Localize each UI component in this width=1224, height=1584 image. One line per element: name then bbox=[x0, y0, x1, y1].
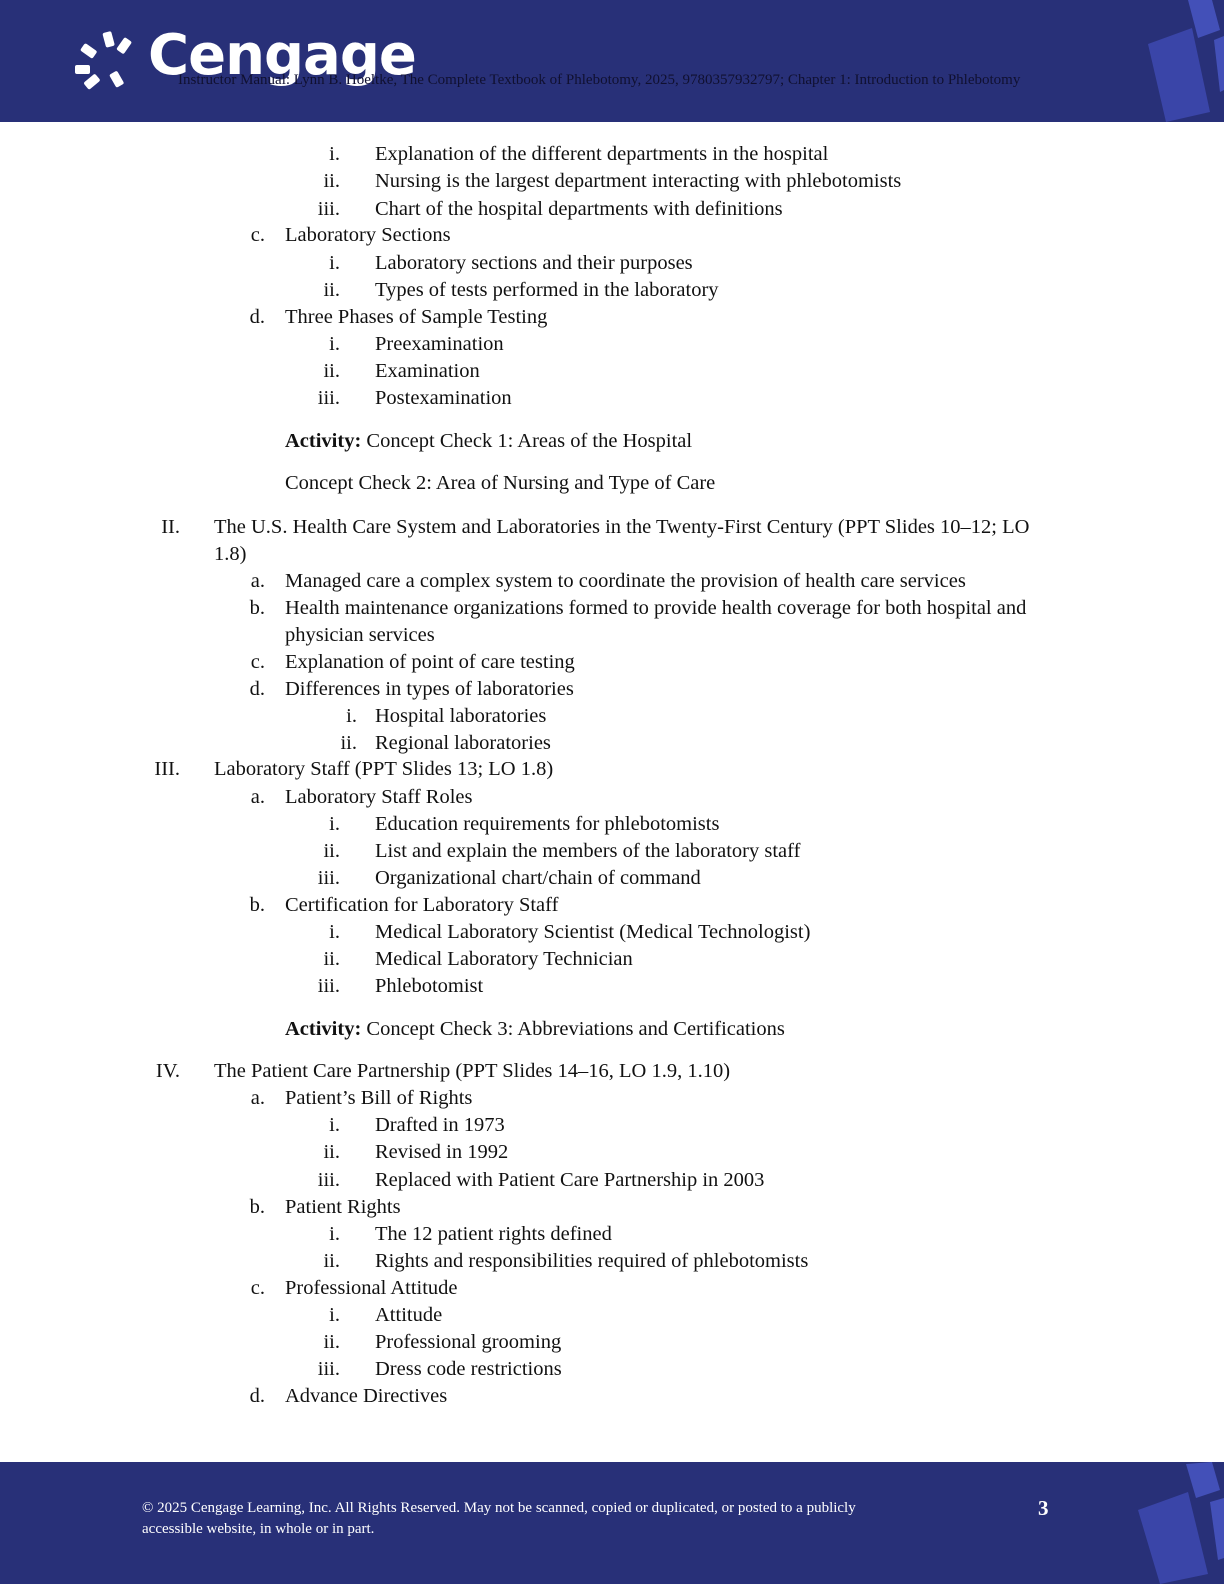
activity-line bbox=[285, 1016, 785, 1043]
list-marker: ii. bbox=[323, 360, 340, 382]
outline-subheading: Differences in types of laboratories bbox=[285, 678, 574, 700]
list-item: Revised in 1992 bbox=[375, 1141, 509, 1163]
list-marker: ii. bbox=[323, 1250, 340, 1272]
list-marker: ii. bbox=[323, 948, 340, 970]
list-marker: i. bbox=[329, 252, 340, 274]
list-marker: iii. bbox=[317, 198, 340, 220]
list-item: Nursing is the largest department interacting with phlebotomists bbox=[375, 170, 902, 192]
list-item: Laboratory sections and their purposes bbox=[375, 252, 693, 274]
list-marker: i. bbox=[329, 143, 340, 165]
list-item: Examination bbox=[375, 360, 480, 382]
list-marker: i. bbox=[346, 705, 357, 727]
list-item: Regional laboratories bbox=[375, 732, 551, 754]
outline-subheading: Laboratory Sections bbox=[285, 224, 451, 246]
list-marker: i. bbox=[329, 1304, 340, 1326]
list-item: The 12 patient rights defined bbox=[375, 1223, 612, 1245]
list-marker: iii. bbox=[317, 1169, 340, 1191]
list-marker: ii. bbox=[323, 279, 340, 301]
list-marker: ii. bbox=[323, 170, 340, 192]
section-numeral: III. bbox=[154, 758, 180, 780]
section-heading: The U.S. Health Care System and Laboratories in the Twenty-First Century (PPT Slides 10–12; LO 1.8) bbox=[214, 516, 1030, 565]
section-numeral: IV. bbox=[155, 1060, 180, 1082]
activity-label: Activity: bbox=[285, 1018, 362, 1040]
list-marker: d. bbox=[249, 1385, 265, 1407]
list-item: Drafted in 1973 bbox=[375, 1114, 505, 1136]
list-marker: d. bbox=[249, 306, 265, 328]
list-marker: a. bbox=[250, 570, 265, 592]
document-running-title: Instructor Manual: Lynn B. Hoeltke, The Complete Textbook of Phlebotomy, 2025, 9780357932797; Chapter 1: Introduction to Phlebotomy bbox=[178, 72, 1021, 88]
outline-subheading: Managed care a complex system to coordinate the provision of health care services bbox=[285, 570, 966, 592]
list-marker: i. bbox=[329, 1114, 340, 1136]
activity-line bbox=[285, 428, 692, 455]
list-item: Postexamination bbox=[375, 387, 512, 409]
outline-subheading: Advance Directives bbox=[285, 1385, 448, 1407]
section-numeral: II. bbox=[161, 516, 180, 538]
list-marker: d. bbox=[249, 678, 265, 700]
outline-subheading: Patient Rights bbox=[285, 1196, 401, 1218]
activity-text: Concept Check 3: Abbreviations and Certifications bbox=[366, 1018, 785, 1040]
outline-subheading: Laboratory Staff Roles bbox=[285, 786, 473, 808]
list-item: Education requirements for phlebotomists bbox=[375, 813, 720, 835]
list-marker: iii. bbox=[317, 975, 340, 997]
list-item: Phlebotomist bbox=[375, 975, 484, 997]
outline-subheading: Explanation of point of care testing bbox=[285, 651, 575, 673]
activity-text: Concept Check 2: Area of Nursing and Type of Care bbox=[285, 472, 716, 494]
outline-subheading: Health maintenance organizations formed to provide health coverage for both hospital and physician services bbox=[285, 597, 1027, 646]
activity-label: Activity: bbox=[285, 430, 362, 452]
list-item: Types of tests performed in the laboratory bbox=[375, 279, 719, 301]
list-marker: b. bbox=[249, 894, 265, 916]
list-item: Attitude bbox=[375, 1304, 443, 1326]
list-marker: c. bbox=[250, 224, 265, 246]
list-marker: a. bbox=[250, 1087, 265, 1109]
list-marker: iii. bbox=[317, 1358, 340, 1380]
list-item: Medical Laboratory Technician bbox=[375, 948, 633, 970]
outline-subheading: Certification for Laboratory Staff bbox=[285, 894, 559, 916]
list-marker: ii. bbox=[323, 1331, 340, 1353]
list-marker: b. bbox=[249, 1196, 265, 1218]
list-item: Medical Laboratory Scientist (Medical Technologist) bbox=[375, 921, 811, 943]
list-marker: i. bbox=[329, 1223, 340, 1245]
list-item: Organizational chart/chain of command bbox=[375, 867, 701, 889]
list-marker: i. bbox=[329, 333, 340, 355]
header-decoration bbox=[1140, 0, 1224, 122]
outline-subheading: Three Phases of Sample Testing bbox=[285, 306, 548, 328]
list-item: Explanation of the different departments in the hospital bbox=[375, 143, 829, 165]
footer-decoration bbox=[1132, 1462, 1224, 1584]
cengage-logo-text: Cengage bbox=[148, 23, 416, 88]
page-footer bbox=[0, 1462, 1224, 1584]
activity-text: Concept Check 1: Areas of the Hospital bbox=[366, 430, 693, 452]
list-marker: a. bbox=[250, 786, 265, 808]
list-marker: iii. bbox=[317, 867, 340, 889]
page-number: 3 bbox=[1038, 1496, 1049, 1520]
copyright-notice: © 2025 Cengage Learning, Inc. All Rights Reserved. May not be scanned, copied or duplicated, or posted to a publicly accessible website, in whole or in part. bbox=[142, 1500, 856, 1537]
list-marker: ii. bbox=[340, 732, 357, 754]
list-item: Rights and responsibilities required of phlebotomists bbox=[375, 1250, 809, 1272]
section-heading: Laboratory Staff (PPT Slides 13; LO 1.8) bbox=[214, 758, 554, 780]
list-marker: i. bbox=[329, 813, 340, 835]
list-marker: iii. bbox=[317, 387, 340, 409]
cengage-logo-mark bbox=[72, 28, 144, 98]
list-marker: ii. bbox=[323, 840, 340, 862]
list-item: Chart of the hospital departments with definitions bbox=[375, 198, 783, 220]
list-marker: b. bbox=[249, 597, 265, 619]
list-marker: i. bbox=[329, 921, 340, 943]
list-item: Dress code restrictions bbox=[375, 1358, 562, 1380]
list-item: Preexamination bbox=[375, 333, 504, 355]
list-marker: ii. bbox=[323, 1141, 340, 1163]
list-item: Professional grooming bbox=[375, 1331, 562, 1353]
list-item: List and explain the members of the laboratory staff bbox=[375, 840, 801, 862]
page-header bbox=[0, 0, 1224, 122]
list-item: Hospital laboratories bbox=[375, 705, 547, 727]
outline-subheading: Patient’s Bill of Rights bbox=[285, 1087, 473, 1109]
list-marker: c. bbox=[250, 651, 265, 673]
list-item: Replaced with Patient Care Partnership in 2003 bbox=[375, 1169, 765, 1191]
outline-subheading: Professional Attitude bbox=[285, 1277, 458, 1299]
list-marker: c. bbox=[250, 1277, 265, 1299]
section-heading: The Patient Care Partnership (PPT Slides 14–16, LO 1.9, 1.10) bbox=[214, 1060, 731, 1082]
